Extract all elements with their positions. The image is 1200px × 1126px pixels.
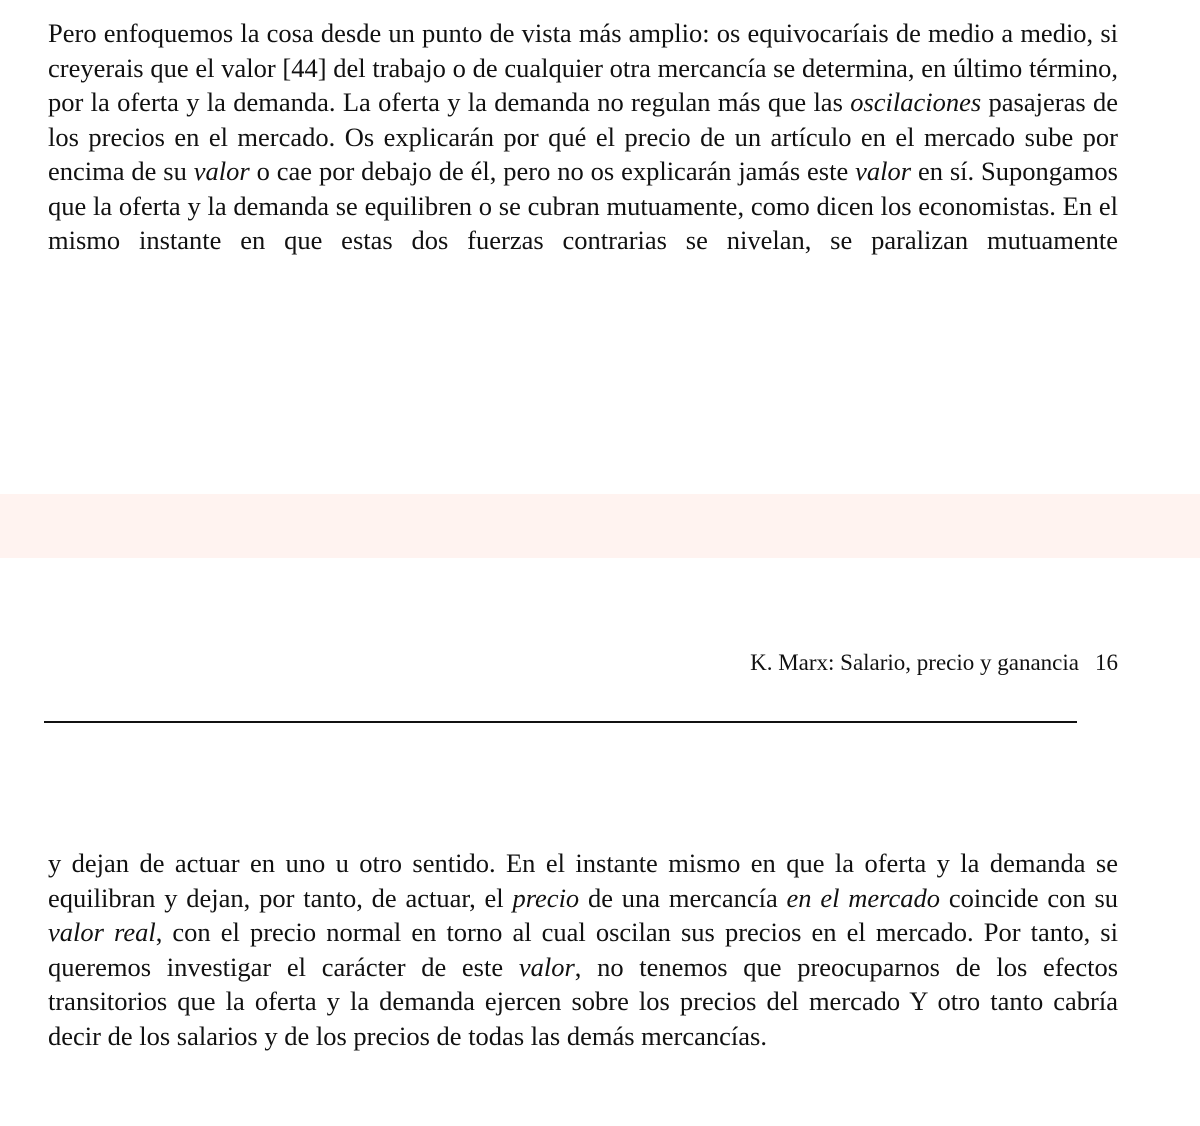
italic-run: valor real <box>48 917 156 947</box>
text-run: Pero enfoquemos la cosa desde un punto de vista más amplio: os equivocaríais de medio a medio, si creyerais que el valor [44] del trabajo o de cualquier otra mercancía se determina, en último término, por la oferta y la demanda. La oferta y la demanda no regulan más que las <box>48 18 1118 117</box>
text-run: pasajeras de los precios en el mercado. Os explicarán por qué el precio de un artículo en el mercado sube por encima de su <box>48 87 1118 186</box>
italic-run: precio <box>512 882 580 913</box>
italic-run: valor <box>193 156 250 186</box>
italic-run: valor <box>518 951 575 982</box>
page-gap <box>0 494 1200 558</box>
text-run: , con el precio normal en torno al cual oscilan sus precios en el mercado. Por tanto, si queremos investigar el carácter de este <box>48 917 1118 982</box>
text-run: y dejan de actuar en uno u otro sentido. En el instante mismo en que la oferta y la demanda se equilibran y dejan, por tanto, de actuar, el <box>48 848 1118 913</box>
page-bottom-paragraph <box>48 846 1118 1053</box>
text-run: , no tenemos que preocuparnos de los efectos transitorios que la oferta y la demanda ejercen sobre los precios del mercado Y otro tanto cabría decir de los salarios y de los precios de todas las demás mercancías. <box>48 951 1119 1051</box>
text-run: o cae por debajo de él, pero no os explicarán jamás este <box>249 156 856 186</box>
text-run: de una mercancía <box>579 882 787 913</box>
italic-run: en el mercado <box>786 882 941 913</box>
header-rule <box>44 721 1077 723</box>
text-run: coincide con su <box>940 882 1119 913</box>
text-run: en sí. Supongamos que la oferta y la demanda se equilibren o se cubran mutuamente, como dicen los economistas. En el mismo instante en que estas dos fuerzas contrarias se nivelan, se paralizan mutuamente <box>48 156 1118 255</box>
page-number: 16 <box>1095 650 1118 675</box>
running-header <box>0 648 1118 678</box>
italic-run: valor <box>855 156 912 186</box>
page-top-paragraph <box>48 16 1118 258</box>
running-header-title: K. Marx: Salario, precio y ganancia <box>750 650 1079 675</box>
italic-run: oscilaciones <box>850 87 982 117</box>
